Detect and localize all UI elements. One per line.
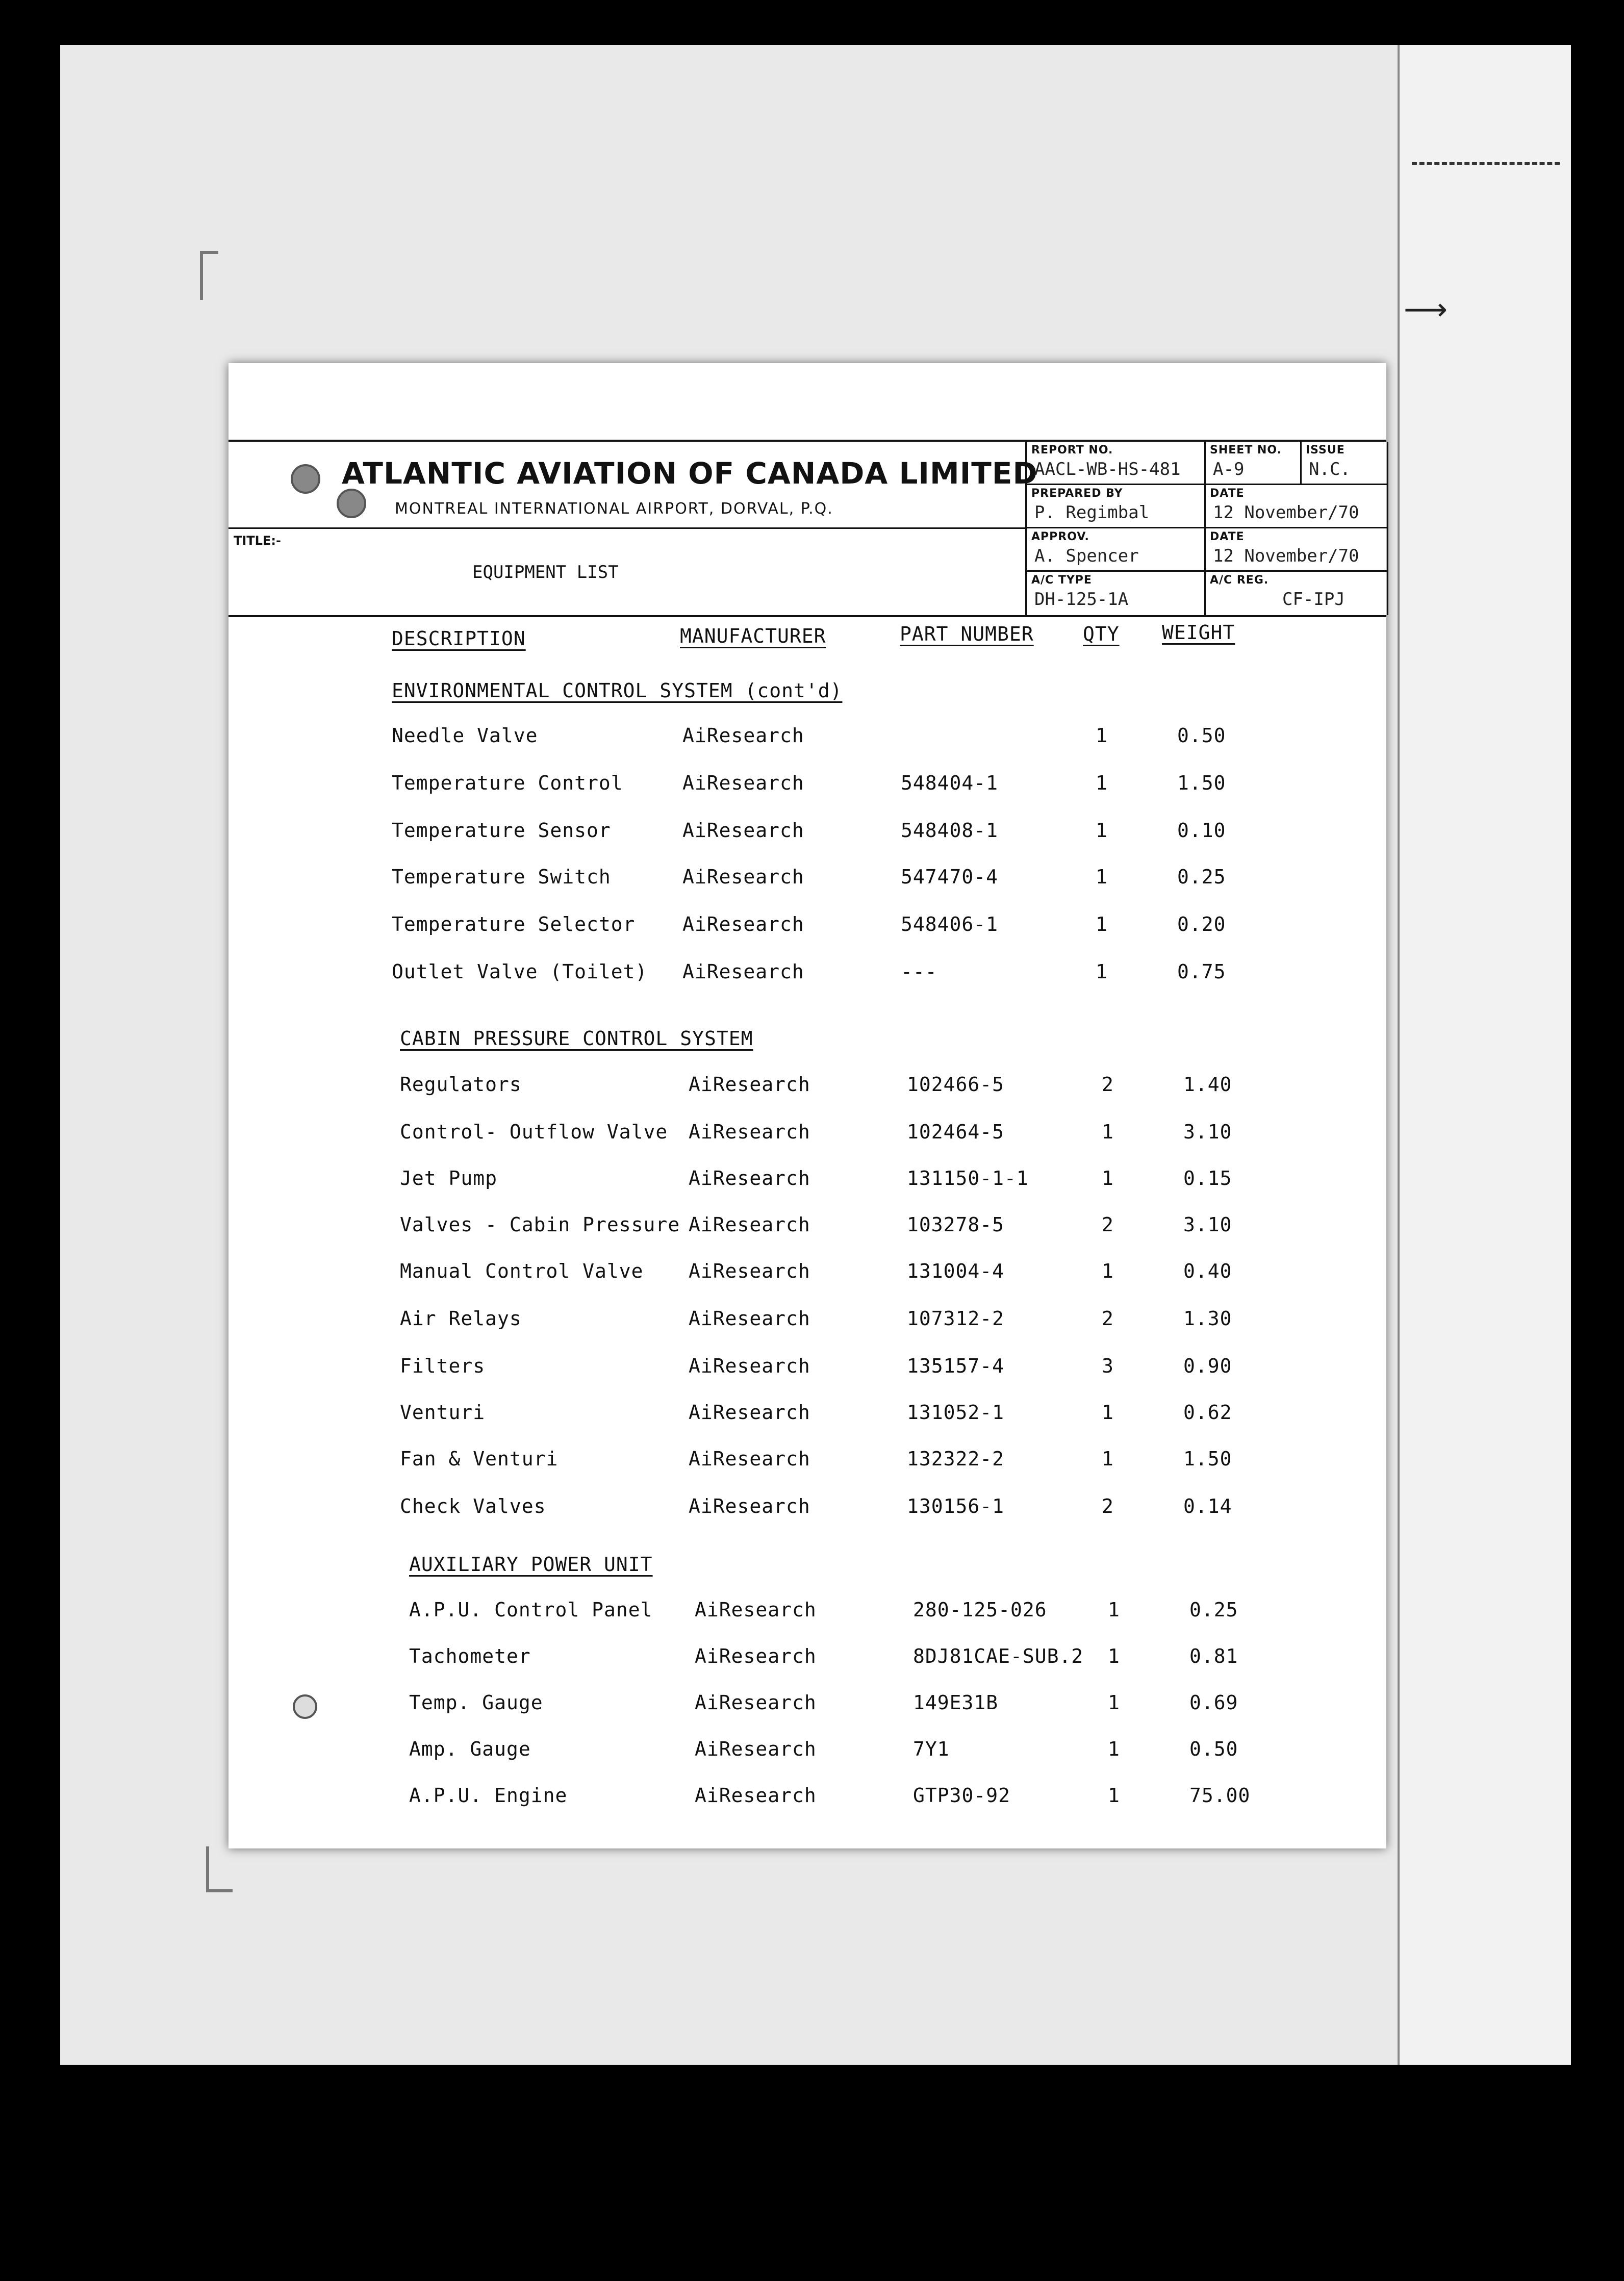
table-cell-weight: 0.14 xyxy=(1183,1495,1232,1517)
table-cell-desc: Manual Control Valve xyxy=(400,1260,644,1282)
table-cell-weight: 0.25 xyxy=(1177,866,1226,888)
section-title: CABIN PRESSURE CONTROL SYSTEM xyxy=(400,1027,753,1050)
table-cell-qty: 1 xyxy=(1108,1784,1120,1807)
approved-by-label: APPROV. xyxy=(1031,530,1089,543)
table-cell-mfr: AiResearch xyxy=(689,1448,810,1470)
table-cell-weight: 0.62 xyxy=(1183,1401,1232,1424)
table-cell-desc: Temperature Sensor xyxy=(392,819,611,842)
table-cell-qty: 1 xyxy=(1102,1167,1114,1189)
report-no-label: REPORT NO. xyxy=(1031,444,1113,457)
table-cell-mfr: AiResearch xyxy=(695,1645,817,1667)
table-cell-part: 548404-1 xyxy=(901,772,999,794)
table-cell-mfr: AiResearch xyxy=(695,1599,817,1621)
table-cell-mfr: AiResearch xyxy=(682,772,804,794)
table-cell-desc: Needle Valve xyxy=(392,724,538,747)
sheet-no-label: SHEET NO. xyxy=(1210,444,1282,457)
table-cell-desc: A.P.U. Engine xyxy=(409,1784,568,1807)
column-header-weight: WEIGHT xyxy=(1162,621,1235,644)
table-cell-part: 280-125-026 xyxy=(913,1599,1047,1621)
table-cell-part: 131150-1-1 xyxy=(907,1167,1029,1189)
corner-bracket-bottom xyxy=(206,1846,233,1892)
corner-bracket-top xyxy=(200,251,218,300)
table-cell-mfr: AiResearch xyxy=(682,724,804,747)
table-cell-part: 547470-4 xyxy=(901,866,999,888)
equipment-table xyxy=(229,363,1386,1848)
table-cell-qty: 1 xyxy=(1102,1448,1114,1470)
company-name: ATLANTIC AVIATION OF CANADA LIMITED xyxy=(342,456,1038,491)
table-cell-mfr: AiResearch xyxy=(689,1260,810,1282)
ac-type-label: A/C TYPE xyxy=(1031,574,1092,587)
issue-value: N.C. xyxy=(1309,459,1351,479)
table-cell-weight: 0.50 xyxy=(1189,1738,1238,1760)
table-cell-desc: Filters xyxy=(400,1355,486,1377)
table-cell-qty: 1 xyxy=(1102,1260,1114,1282)
table-cell-weight: 0.10 xyxy=(1177,819,1226,842)
table-cell-weight: 0.75 xyxy=(1177,960,1226,983)
table-cell-weight: 0.90 xyxy=(1183,1355,1232,1377)
table-cell-weight: 0.50 xyxy=(1177,724,1226,747)
table-cell-desc: Control- Outflow Valve xyxy=(400,1121,668,1143)
table-cell-desc: Tachometer xyxy=(409,1645,531,1667)
approved-date-value: 12 November/70 xyxy=(1213,546,1359,566)
table-cell-weight: 1.50 xyxy=(1183,1448,1232,1470)
table-cell-desc: Temperature Switch xyxy=(392,866,611,888)
table-cell-qty: 1 xyxy=(1108,1738,1120,1760)
table-cell-weight: 0.20 xyxy=(1177,913,1226,935)
table-cell-part: 107312-2 xyxy=(907,1307,1005,1330)
table-cell-desc: Amp. Gauge xyxy=(409,1738,531,1760)
date-label: DATE xyxy=(1210,487,1245,500)
ac-reg-value: CF-IPJ xyxy=(1282,589,1345,610)
table-cell-mfr: AiResearch xyxy=(695,1784,817,1807)
table-cell-desc: Valves - Cabin Pressure xyxy=(400,1213,680,1236)
table-cell-mfr: AiResearch xyxy=(689,1213,810,1236)
ac-reg-label: A/C REG. xyxy=(1210,574,1269,587)
column-header-part-number: PART NUMBER xyxy=(900,623,1034,645)
table-cell-part: 548406-1 xyxy=(901,913,999,935)
table-cell-mfr: AiResearch xyxy=(689,1307,810,1330)
dashed-line-mark xyxy=(1412,162,1560,165)
table-cell-desc: Regulators xyxy=(400,1073,522,1096)
table-cell-weight: 1.40 xyxy=(1183,1073,1232,1096)
underlying-page-edge xyxy=(1398,45,1571,2065)
table-cell-part: 548408-1 xyxy=(901,819,999,842)
table-cell-qty: 1 xyxy=(1096,913,1108,935)
table-cell-desc: Check Valves xyxy=(400,1495,546,1517)
table-cell-desc: Temperature Control xyxy=(392,772,623,794)
table-cell-part: 102466-5 xyxy=(907,1073,1005,1096)
table-cell-qty: 1 xyxy=(1108,1599,1120,1621)
table-cell-mfr: AiResearch xyxy=(682,913,804,935)
equipment-list-sheet xyxy=(229,363,1386,1848)
document-title: EQUIPMENT LIST xyxy=(472,562,619,582)
table-cell-mfr: AiResearch xyxy=(689,1073,810,1096)
table-cell-part: --- xyxy=(901,960,937,983)
table-cell-qty: 1 xyxy=(1096,724,1108,747)
table-cell-mfr: AiResearch xyxy=(695,1691,817,1714)
table-cell-desc: Fan & Venturi xyxy=(400,1448,559,1470)
table-cell-weight: 0.69 xyxy=(1189,1691,1238,1714)
table-cell-part: 8DJ81CAE-SUB.2 xyxy=(913,1645,1084,1667)
date-label: DATE xyxy=(1210,530,1245,543)
prepared-by-value: P. Regimbal xyxy=(1034,502,1150,523)
table-cell-part: GTP30-92 xyxy=(913,1784,1011,1807)
table-cell-mfr: AiResearch xyxy=(689,1167,810,1189)
table-cell-part: 103278-5 xyxy=(907,1213,1005,1236)
table-cell-weight: 1.30 xyxy=(1183,1307,1232,1330)
table-cell-qty: 1 xyxy=(1108,1691,1120,1714)
table-cell-mfr: AiResearch xyxy=(682,960,804,983)
table-cell-desc: Venturi xyxy=(400,1401,486,1424)
table-cell-desc: Air Relays xyxy=(400,1307,522,1330)
section-title: ENVIRONMENTAL CONTROL SYSTEM (cont'd) xyxy=(392,679,843,702)
table-cell-qty: 2 xyxy=(1102,1073,1114,1096)
prepared-by-label: PREPARED BY xyxy=(1031,487,1123,500)
table-cell-qty: 1 xyxy=(1096,866,1108,888)
table-cell-part: 7Y1 xyxy=(913,1738,950,1760)
table-cell-part: 135157-4 xyxy=(907,1355,1005,1377)
table-cell-mfr: AiResearch xyxy=(689,1355,810,1377)
table-cell-part: 131052-1 xyxy=(907,1401,1005,1424)
table-cell-qty: 1 xyxy=(1102,1121,1114,1143)
column-header-description: DESCRIPTION xyxy=(392,627,526,650)
table-cell-weight: 0.40 xyxy=(1183,1260,1232,1282)
table-cell-part: 102464-5 xyxy=(907,1121,1005,1143)
report-no-value: AACL-WB-HS-481 xyxy=(1034,459,1181,479)
arrow-mark-icon: ⟶ xyxy=(1404,292,1448,327)
table-cell-mfr: AiResearch xyxy=(682,866,804,888)
table-cell-qty: 1 xyxy=(1096,819,1108,842)
table-cell-part: 149E31B xyxy=(913,1691,999,1714)
table-cell-weight: 3.10 xyxy=(1183,1213,1232,1236)
table-cell-qty: 1 xyxy=(1108,1645,1120,1667)
table-cell-qty: 3 xyxy=(1102,1355,1114,1377)
table-cell-desc: A.P.U. Control Panel xyxy=(409,1599,653,1621)
table-cell-desc: Temp. Gauge xyxy=(409,1691,543,1714)
table-cell-desc: Jet Pump xyxy=(400,1167,498,1189)
table-cell-mfr: AiResearch xyxy=(689,1121,810,1143)
table-cell-mfr: AiResearch xyxy=(682,819,804,842)
table-cell-mfr: AiResearch xyxy=(689,1495,810,1517)
table-cell-part: 130156-1 xyxy=(907,1495,1005,1517)
table-cell-qty: 2 xyxy=(1102,1307,1114,1330)
table-cell-part: 131004-4 xyxy=(907,1260,1005,1282)
table-cell-qty: 2 xyxy=(1102,1495,1114,1517)
table-cell-weight: 0.25 xyxy=(1189,1599,1238,1621)
ac-type-value: DH-125-1A xyxy=(1034,589,1129,610)
section-title: AUXILIARY POWER UNIT xyxy=(409,1553,653,1576)
table-cell-qty: 1 xyxy=(1096,772,1108,794)
table-cell-qty: 2 xyxy=(1102,1213,1114,1236)
table-cell-weight: 1.50 xyxy=(1177,772,1226,794)
company-address: MONTREAL INTERNATIONAL AIRPORT, DORVAL, P.Q. xyxy=(395,500,833,518)
prepared-date-value: 12 November/70 xyxy=(1213,502,1359,523)
table-cell-desc: Temperature Selector xyxy=(392,913,636,935)
table-cell-mfr: AiResearch xyxy=(689,1401,810,1424)
table-cell-weight: 3.10 xyxy=(1183,1121,1232,1143)
column-header-manufacturer: MANUFACTURER xyxy=(680,625,826,647)
title-label: TITLE:- xyxy=(234,534,281,548)
sheet-no-value: A-9 xyxy=(1213,459,1245,479)
approved-by-value: A. Spencer xyxy=(1034,546,1139,566)
table-cell-weight: 0.81 xyxy=(1189,1645,1238,1667)
table-cell-qty: 1 xyxy=(1096,960,1108,983)
column-header-qty: QTY xyxy=(1083,623,1120,645)
issue-label: ISSUE xyxy=(1306,444,1345,457)
table-cell-part: 132322-2 xyxy=(907,1448,1005,1470)
table-cell-mfr: AiResearch xyxy=(695,1738,817,1760)
table-cell-qty: 1 xyxy=(1102,1401,1114,1424)
table-cell-desc: Outlet Valve (Toilet) xyxy=(392,960,648,983)
table-cell-weight: 0.15 xyxy=(1183,1167,1232,1189)
table-cell-weight: 75.00 xyxy=(1189,1784,1251,1807)
